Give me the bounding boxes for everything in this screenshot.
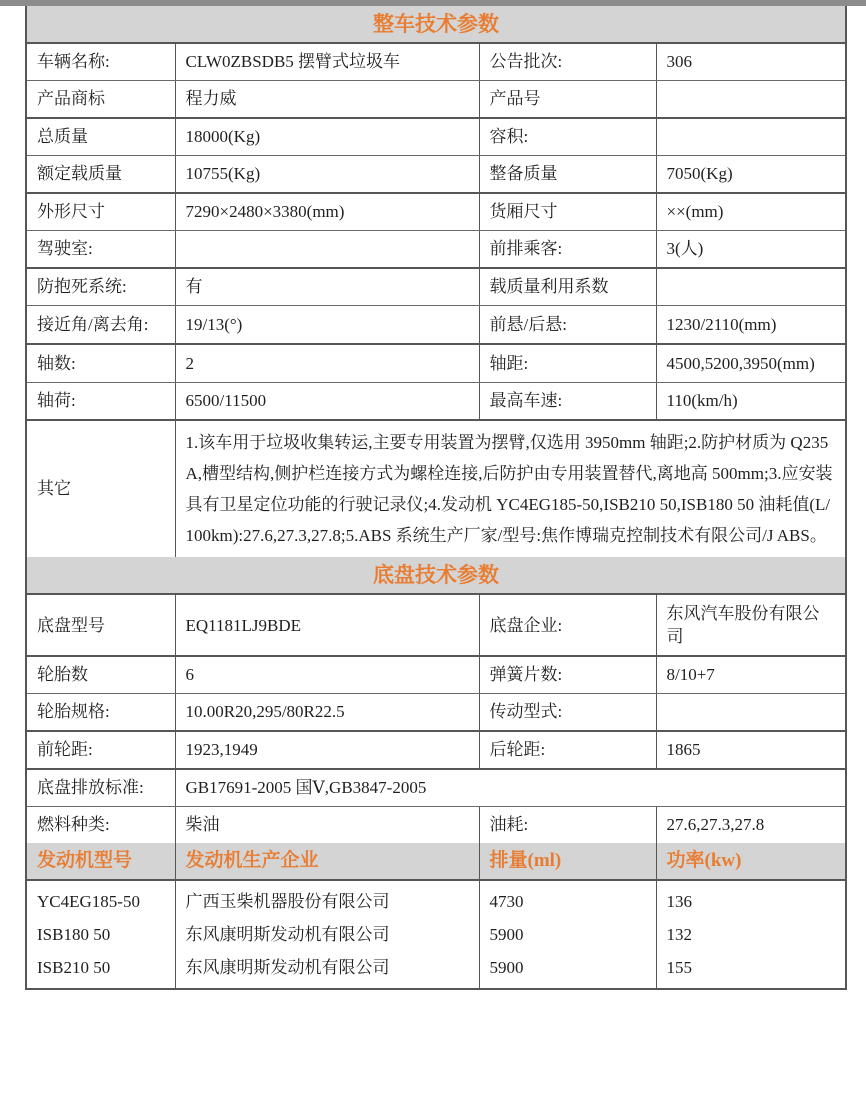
table-row [26,731,846,769]
spec-label: 接近角/离去角: [26,306,175,345]
table-row-fuel [26,807,846,844]
spec-value: 1865 [656,731,846,769]
spec-value: 1923,1949 [175,731,479,769]
spec-label: 后轮距: [479,731,656,769]
table-row [26,306,846,345]
engine-model: ISB180 50 [37,925,111,944]
table-row [26,43,846,81]
spec-value: 306 [656,43,846,81]
spec-label: 外形尺寸 [26,193,175,231]
engine-displacement: 4730 [479,880,656,918]
spec-label: 轴数: [26,344,175,383]
engine-power: 132 [656,918,846,951]
engine-model: YC4EG185-50 [37,892,140,911]
spec-label: 轴距: [479,344,656,383]
spec-label: 轮胎数 [26,656,175,694]
spec-value [656,118,846,156]
spec-label: 车辆名称: [26,43,175,81]
spec-value: 8/10+7 [656,656,846,694]
table-row [26,694,846,732]
section-title-vehicle: 整车技术参数 [26,6,846,43]
spec-value [175,231,479,269]
table-row [26,268,846,306]
spec-label: 前排乘客: [479,231,656,269]
spec-value: 19/13(°) [175,306,479,345]
spec-label: 货厢尺寸 [479,193,656,231]
spec-label: 燃料种类: [37,815,110,834]
engine-col-header-manufacturer: 发动机生产企业 [175,843,479,880]
spec-label: 前悬/后悬: [479,306,656,345]
spec-label: 载质量利用系数 [479,268,656,306]
engine-manufacturer: 东风康明斯发动机有限公司 [175,951,479,989]
spec-value: 程力威 [175,81,479,119]
table-row [26,557,846,594]
engine-row [26,880,846,918]
engine-col-header-model: 发动机型号 [26,843,175,880]
spec-value: 1230/2110(mm) [656,306,846,345]
spec-value: 6500/11500 [175,383,479,421]
spec-label: 防抱死系统: [26,268,175,306]
engine-power: 136 [656,880,846,918]
spec-label: 底盘企业: [479,594,656,656]
spec-value: CLW0ZBSDB5 摆臂式垃圾车 [175,43,479,81]
table-row [26,6,846,43]
engine-col-header-displacement: 排量(ml) [479,843,656,880]
spec-label: 底盘排放标准: [26,769,175,807]
vehicle-spec-table [25,6,847,990]
spec-label: 总质量 [26,118,175,156]
spec-value: 27.6,27.3,27.8 [656,807,846,844]
table-row [26,594,846,656]
table-row [26,193,846,231]
engine-row [26,918,846,951]
spec-value: 110(km/h) [656,383,846,421]
spec-label: 弹簧片数: [479,656,656,694]
spec-value: 7290×2480×3380(mm) [175,193,479,231]
engine-power: 155 [656,951,846,989]
spec-label: 底盘型号 [26,594,175,656]
spec-label: 整备质量 [479,156,656,194]
spec-label: 前轮距: [26,731,175,769]
spec-value: EQ1181LJ9BDE [175,594,479,656]
spec-value: 2 [175,344,479,383]
spec-label: 额定载质量 [26,156,175,194]
spec-value [656,694,846,732]
spec-label: 其它 [37,479,71,498]
spec-value: 7050(Kg) [656,156,846,194]
spec-value [656,81,846,119]
engine-header-row [26,843,846,880]
spec-value: 6 [175,656,479,694]
spec-label: 产品商标 [26,81,175,119]
engine-displacement: 5900 [479,951,656,989]
spec-value: 3(人) [656,231,846,269]
table-row [26,81,846,119]
engine-manufacturer: 广西玉柴机器股份有限公司 [175,880,479,918]
spec-value: 有 [175,268,479,306]
section-title-chassis: 底盘技术参数 [26,557,846,594]
spec-value: ××(mm) [656,193,846,231]
engine-displacement: 5900 [479,918,656,951]
spec-value: GB17691-2005 国Ⅴ,GB3847-2005 [175,769,846,807]
spec-value: 18000(Kg) [175,118,479,156]
engine-col-header-power: 功率(kw) [656,843,846,880]
table-row [26,231,846,269]
spec-label: 容积: [479,118,656,156]
table-row [26,656,846,694]
spec-value: 10755(Kg) [175,156,479,194]
spec-label: 传动型式: [479,694,656,732]
engine-manufacturer: 东风康明斯发动机有限公司 [175,918,479,951]
spec-label: 产品号 [479,81,656,119]
other-notes-text: 1.该车用于垃圾收集转运,主要专用装置为摆臂,仅选用 3950mm 轴距;2.防护材质为 Q235A,槽型结构,侧护栏连接方式为螺栓连接,后防护由专用装置替代,离地高 500mm;3.应安装具有卫星定位功能的行驶记录仪;4.发动机 YC4EG185-50,ISB210 50,ISB180 50 油耗值(L/100km):27.6,27.3,27.8;5.ABS 系统生产厂家/型号:焦作博瑞克控制技术有限公司/J ABS。 [175,420,846,557]
spec-label: 油耗: [479,807,656,844]
spec-value: 柴油 [175,807,479,844]
table-row [26,383,846,421]
spec-label: 轴荷: [26,383,175,421]
spec-label: 公告批次: [479,43,656,81]
spec-label: 驾驶室: [26,231,175,269]
table-row-other [26,420,846,557]
spec-value: 4500,5200,3950(mm) [656,344,846,383]
engine-model: ISB210 50 [37,958,111,977]
table-row [26,156,846,194]
spec-value: 东风汽车股份有限公司 [656,594,846,656]
spec-label: 最高车速: [479,383,656,421]
table-row-emission [26,769,846,807]
table-row [26,344,846,383]
engine-row [26,951,846,989]
table-row [26,118,846,156]
spec-value: 10.00R20,295/80R22.5 [175,694,479,732]
spec-label: 轮胎规格: [26,694,175,732]
spec-value [656,268,846,306]
